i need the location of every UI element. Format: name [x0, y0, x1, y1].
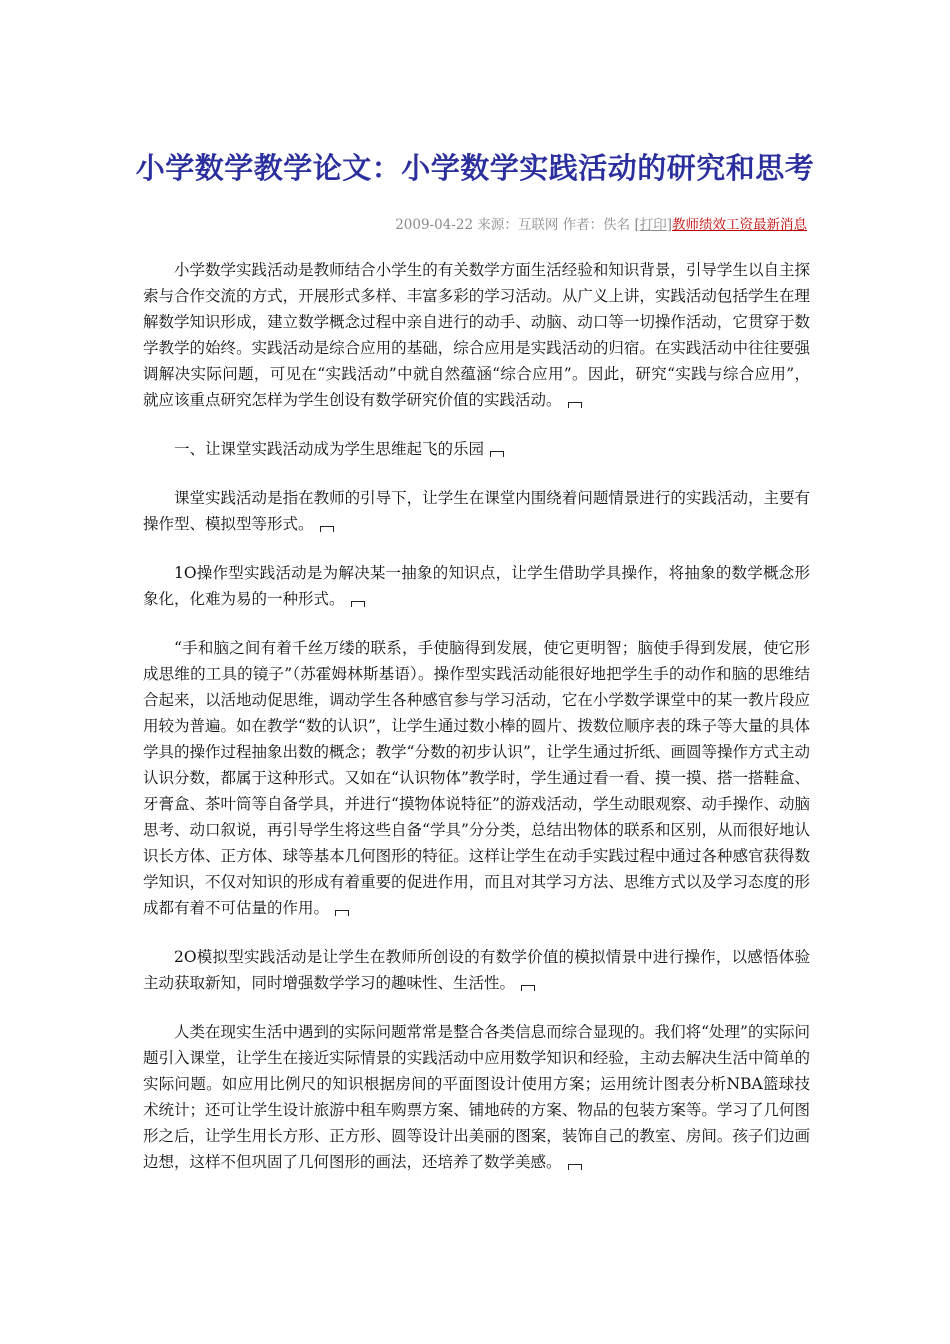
paragraph-text: 课堂实践活动是指在教师的引导下，让学生在课堂内围绕着问题情景进行的实践活动，主要有操作型、模拟型等形式。	[143, 489, 810, 533]
paragraph	[143, 1019, 810, 1175]
paragraph	[143, 944, 810, 996]
source-value: 互联网	[517, 217, 559, 233]
paragraph-end-mark	[521, 985, 535, 991]
author-value: 佚名	[603, 217, 631, 233]
paragraph-text: 2O模拟型实践活动是让学生在教师所创设的有数学价值的模拟情景中进行操作，以感悟体验主动获取新知，同时增强数学学习的趣味性、生活性。	[143, 948, 810, 992]
author-label: 作者：	[562, 217, 604, 233]
paragraph	[143, 560, 810, 612]
news-link[interactable]: 教师绩效工资最新消息	[672, 217, 807, 233]
paragraph-end-mark	[335, 910, 349, 916]
paragraph-text: 人类在现实生活中遇到的实际问题常常是整合各类信息而综合显现的。我们将“处理”的实际问题引入课堂，让学生在接近实际情景的实践活动中应用数学知识和经验，主动去解决生活中简单的实际问题。如应用比例尺的知识根据房间的平面图设计使用方案；运用统计图表分析NBA篮球技术统计；还可让学生设计旅游中租车购票方案、铺地砖的方案、物品的包装方案等。学习了几何图形之后，让学生用长方形、正方形、圆等设计出美丽的图案，装饰自己的教室、房间。孩子们边画边想，这样不但巩固了几何图形的画法，还培养了数学美感。	[143, 1023, 810, 1171]
article-meta	[395, 213, 807, 233]
paragraph	[143, 257, 810, 413]
paragraph-end-mark	[351, 601, 365, 607]
paragraph-end-mark	[568, 402, 582, 408]
paragraph	[143, 635, 810, 921]
paragraph	[143, 485, 810, 537]
article-body	[143, 257, 810, 1198]
section-heading	[143, 436, 810, 462]
paragraph-text: “手和脑之间有着千丝万缕的联系，手使脑得到发展，使它更明智；脑使手得到发展，使它形成思维的工具的镜子”（苏霍姆林斯基语）。操作型实践活动能很好地把学生手的动作和脑的思维结合起来，以活地动促思维，调动学生各种感官参与学习活动，它在小学数学课堂中的某一教片段应用较为普遍。如在教学“数的认识”，让学生通过数小棒的圆片、拨数位顺序表的珠子等大量的具体学具的操作过程抽象出数的概念；教学“分数的初步认识”，让学生通过折纸、画圆等操作方式主动认识分数，都属于这种形式。又如在“认识物体”教学时，学生通过看一看、摸一摸、搭一搭鞋盒、牙膏盒、茶叶筒等自备学具，并进行“摸物体说特征”的游戏活动，学生动眼观察、动手操作、动脑思考、动口叙说，再引导学生将这些自备“学具”分分类，总结出物体的联系和区别，从而很好地认识长方体、正方体、球等基本几何图形的特征。这样让学生在动手实践过程中通过各种感官获得数学知识，不仅对知识的形成有着重要的促进作用，而且对其学习方法、思维方式以及学习态度的形成都有着不可估量的作用。	[143, 639, 810, 917]
section-heading-text: 一、让课堂实践活动成为学生思维起飞的乐园	[174, 440, 485, 458]
paragraph-end-mark	[568, 1164, 582, 1170]
print-bracket-close: ]	[666, 217, 672, 233]
paragraph-text: 小学数学实践活动是教师结合小学生的有关数学方面生活经验和知识背景，引导学生以自主探索与合作交流的方式，开展形式多样、丰富多彩的学习活动。从广义上讲，实践活动包括学生在理解数学知识形成，建立数学概念过程中亲自进行的动手、动脑、动口等一切操作活动，它贯穿于数学教学的始终。实践活动是综合应用的基础，综合应用是实践活动的归宿。在实践活动中往往要强调解决实际问题，可见在“实践活动”中就自然蕴涵“综合应用”。因此，研究“实践与综合应用”，就应该重点研究怎样为学生创设有数学研究价值的实践活动。	[143, 261, 810, 409]
paragraph-end-mark	[490, 451, 504, 457]
source-label: 来源：	[477, 217, 518, 233]
print-link[interactable]: 打印	[639, 217, 667, 233]
paragraph-end-mark	[320, 526, 334, 532]
paragraph-text: 1O操作型实践活动是为解决某一抽象的知识点，让学生借助学具操作，将抽象的数学概念形象化，化难为易的一种形式。	[143, 564, 810, 608]
print-bracket-open: [	[634, 217, 640, 233]
publish-date: 2009-04-22	[395, 217, 474, 233]
article-title: 小学数学教学论文：小学数学实践活动的研究和思考	[135, 151, 815, 185]
